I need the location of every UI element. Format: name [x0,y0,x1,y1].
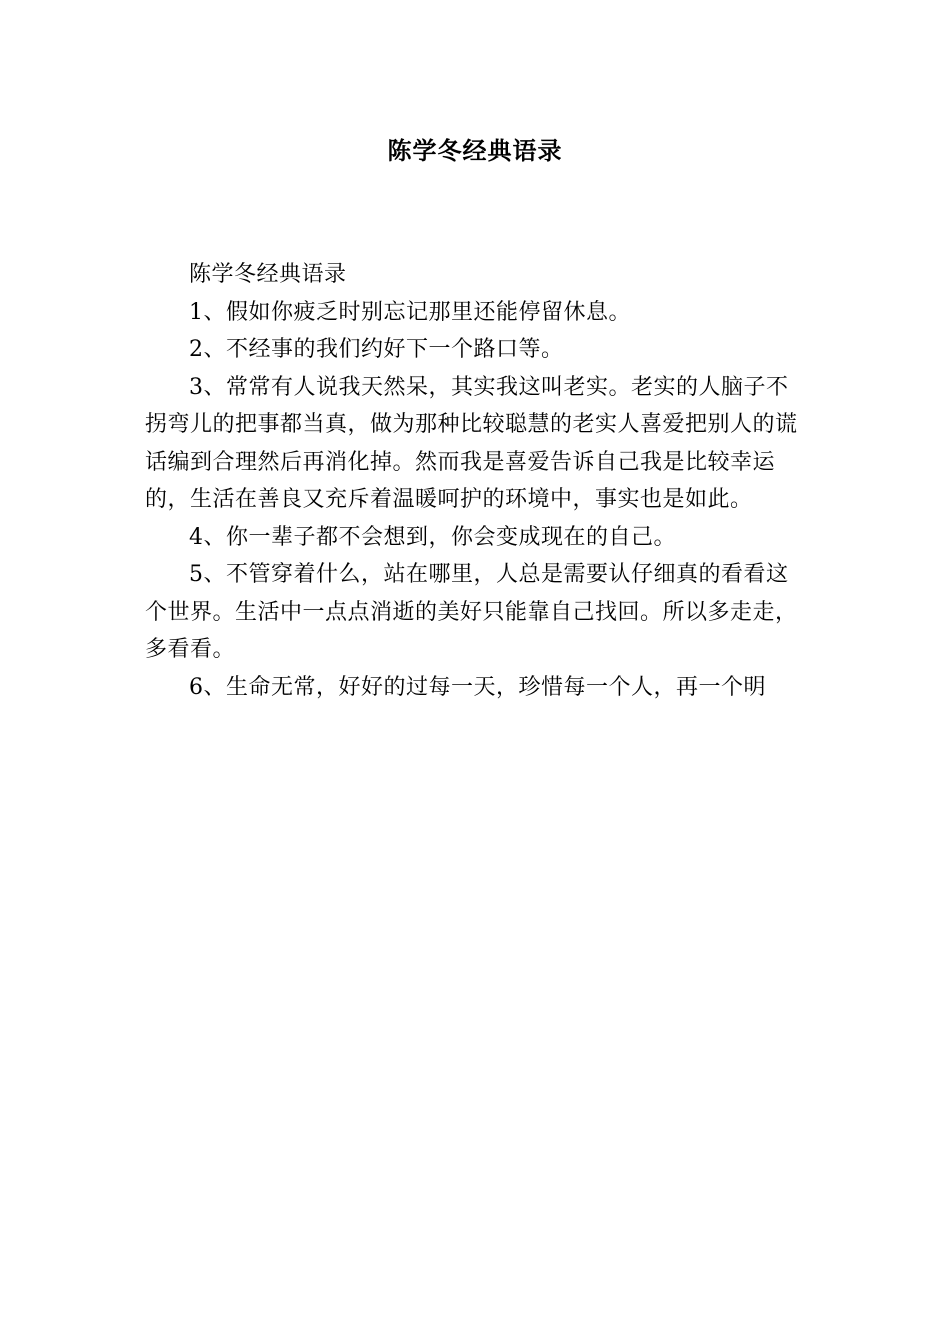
paragraph: 3、常常有人说我天然呆，其实我这叫老实。老实的人脑子不拐弯儿的把事都当真，做为那种比较聪慧的老实人喜爱把别人的谎话编到合理然后再消化掉。然而我是喜爱告诉自己我是比较幸运的，生活在善良又充斥着温暖呵护的环境中，事实也是如此。 [145,374,798,512]
paragraph: 4、你一辈子都不会想到，你会变成现在的自己。 [189,524,676,550]
paragraph: 2、不经事的我们约好下一个路口等。 [189,337,564,362]
paragraph: 1、假如你疲乏时别忘记那里还能停留休息。 [189,299,631,325]
paragraph: 6、生命无常，好好的过每一天，珍惜每一个人，再一个明 [189,674,766,700]
paragraph: 5、不管穿着什么，站在哪里，人总是需要认仔细真的看看这个世界。生活中一点点消逝的美好只能靠自己找回。所以多走走，多看看。 [145,562,798,662]
document-title: 陈学冬经典语录 [387,136,563,165]
paragraph: 陈学冬经典语录 [189,262,347,287]
document-body [145,256,810,706]
